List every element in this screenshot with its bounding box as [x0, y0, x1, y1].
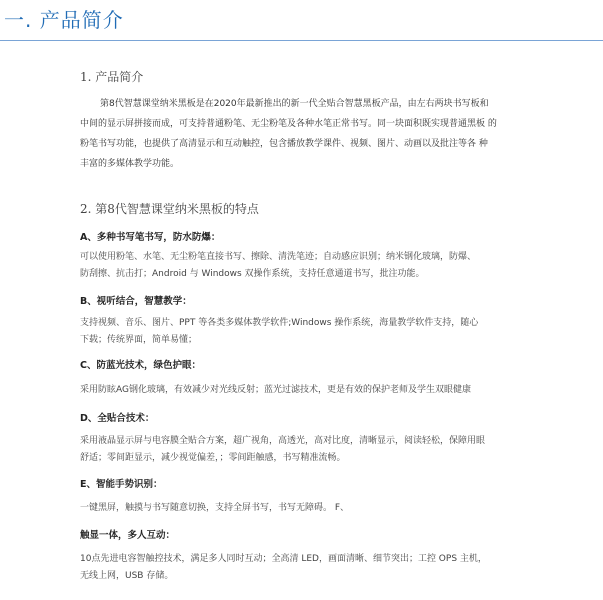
page-title: 一. 产品简介 — [4, 8, 124, 32]
feature-line: 可以使用粉笔、水笔、无尘粉笔直接书写、擦除、清洗笔迹；自动感应识别；纳米钢化玻璃，防爆、 — [80, 252, 477, 262]
feature-line: 无线上网，USB 存储。 — [80, 571, 174, 581]
feature-line: 10点先进电容智触控技术，满足多人同时互动；全高清 LED，画面清晰、细节突出；工控 OPS 主机， — [80, 554, 487, 564]
intro-line: 中间的显示屏拼接而成，可支持普通粉笔、无尘粉笔及各种水笔正常书写。同一块面积既实现普通黑板 的 — [80, 119, 497, 129]
feature-line: 一键黑屏，触摸与书写随意切换，支持全屏书写，书写无障碍。 F、 — [80, 503, 350, 513]
feature-body-d — [80, 433, 550, 467]
feature-line: 采用防眩AG钢化玻璃，有效减少对光线反射；蓝光过滤技术，更是有效的保护老师及学生双眼健康 — [80, 385, 471, 395]
feature-body-e — [80, 500, 550, 517]
feature-line: 支持视频、音乐、图片、PPT 等各类多媒体教学软件;Windows 操作系统，海量教学软件支持，随心 — [80, 318, 479, 328]
intro-line: 第8代智慧课堂纳米黑板是在2020年最新推出的新一代全贴合智慧黑板产品，由左右两块书写板和 — [100, 99, 489, 109]
feature-heading-c: C、防蓝光技术，绿色护眼： — [80, 360, 201, 371]
intro-line: 丰富的多媒体教学功能。 — [80, 159, 180, 169]
feature-body-c — [80, 382, 550, 399]
feature-heading-b: B、视听结合，智慧教学： — [80, 296, 192, 307]
feature-heading-e: E、智能手势识别： — [80, 479, 163, 490]
intro-line: 粉笔书写功能，也提供了高清显示和互动触控，包含播放教学课件、视频、图片、动画以及批注等各 种 — [80, 139, 488, 149]
title-divider — [0, 40, 603, 41]
feature-line: 舒适；零间距显示，减少视觉偏差，；零间距触感，书写精准流畅。 — [80, 453, 346, 463]
feature-body-b — [80, 315, 550, 349]
feature-heading-a: A、多种书写笔书写，防水防爆： — [80, 232, 221, 243]
feature-line: 下载；传统界面，简单易懂； — [80, 335, 198, 345]
feature-heading-f: 触显一体，多人互动： — [80, 530, 176, 541]
feature-body-a — [80, 249, 550, 283]
intro-paragraph — [80, 94, 540, 174]
feature-line: 防刮擦、抗击打；Android 与 Windows 双操作系统，支持任意通道书写，批注功能。 — [80, 269, 425, 279]
section-heading-features: 2. 第8代智慧课堂纳米黑板的特点 — [80, 202, 259, 216]
section-heading-intro: 1. 产品简介 — [80, 70, 144, 84]
feature-line: 采用液晶显示屏与电容膜全贴合方案，超广视角，高透光，高对比度，清晰显示，阅读轻松，保障用眼 — [80, 436, 486, 446]
feature-body-f — [80, 551, 550, 585]
feature-heading-d: D、全贴合技术： — [80, 413, 155, 424]
